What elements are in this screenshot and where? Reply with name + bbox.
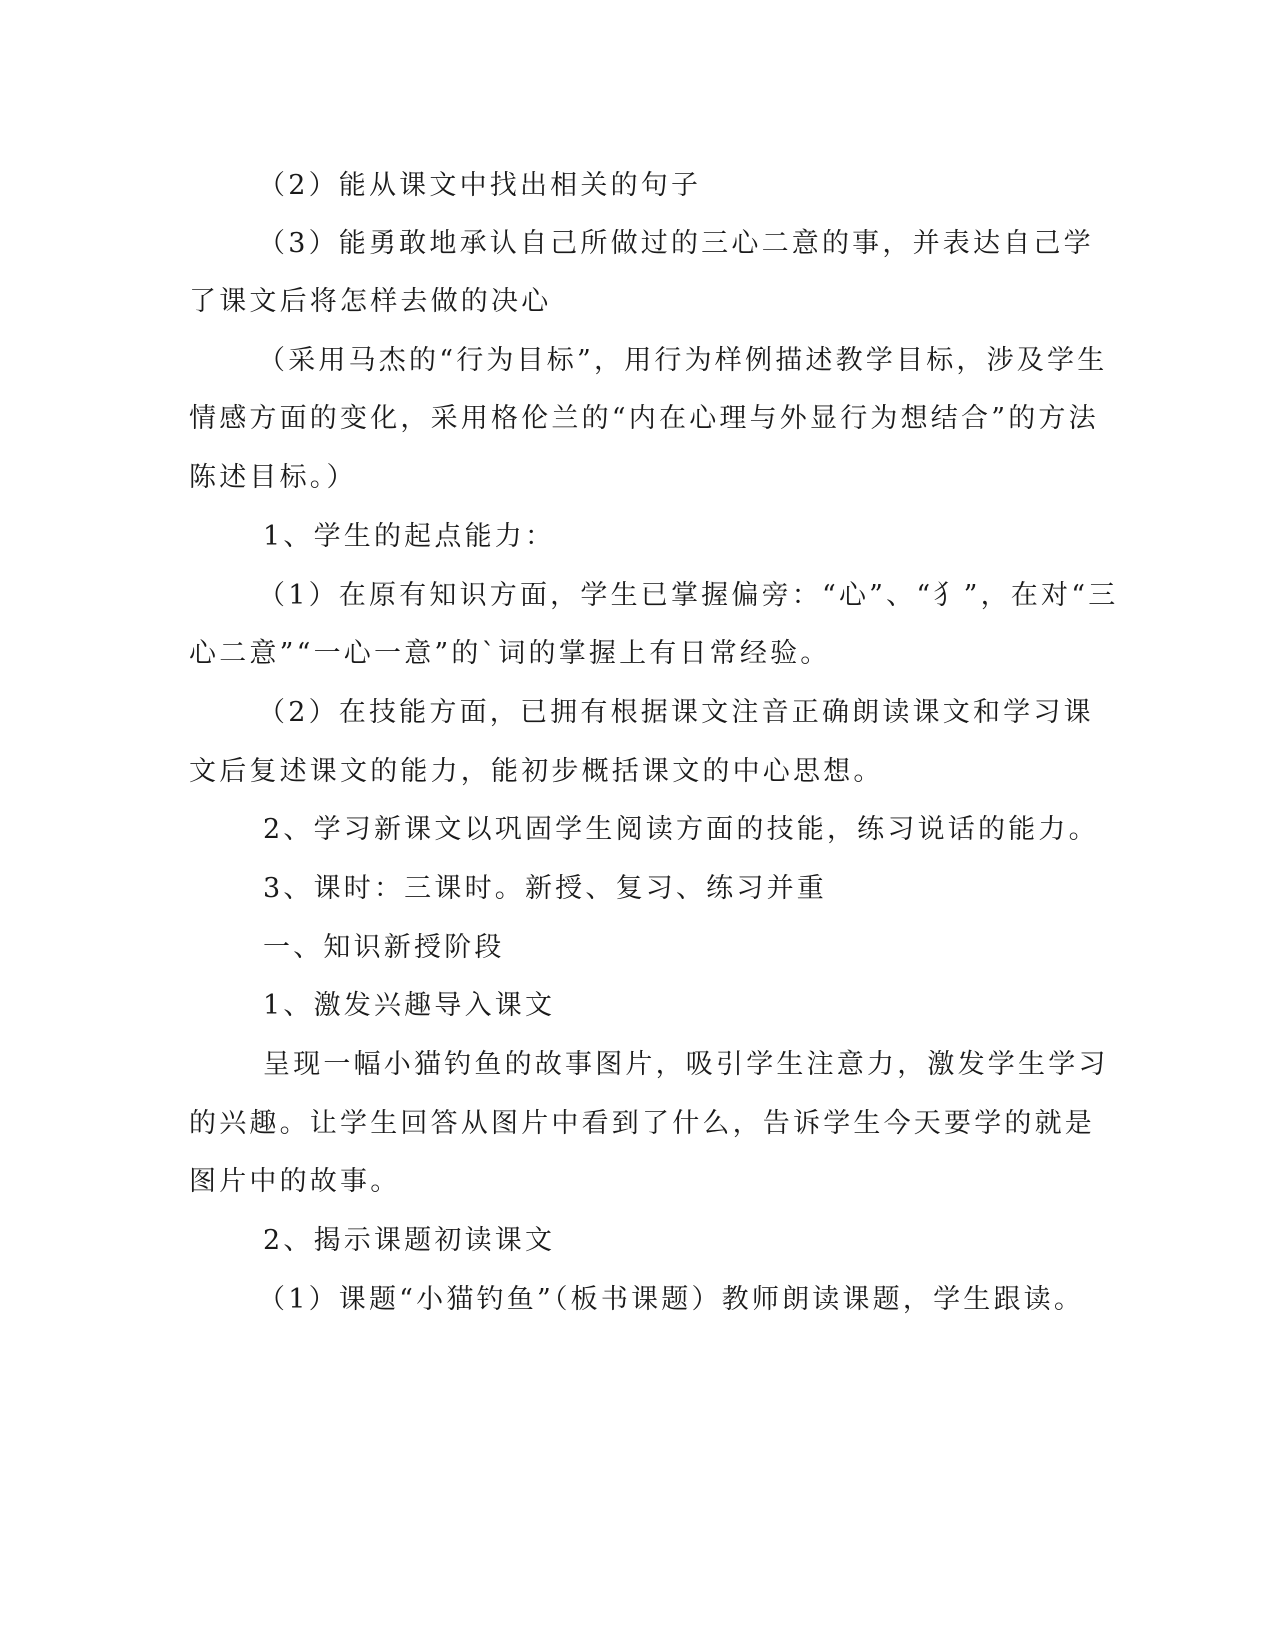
text-line: （2）能从课文中找出相关的句子 — [258, 170, 702, 201]
text-line: （采用马杰的“行为目标”，用行为样例描述教学目标，涉及学生 — [258, 345, 1108, 376]
text-line: （1）在原有知识方面，学生已掌握偏旁：“心”、“犭”，在对“三 — [258, 580, 1119, 611]
text-line: 2、学习新课文以巩固学生阅读方面的技能，练习说话的能力。 — [263, 814, 1099, 845]
text-line: 1、学生的起点能力： — [263, 521, 556, 552]
text-line: 图片中的故事。 — [189, 1166, 401, 1197]
text-line: （2）在技能方面，已拥有根据课文注音正确朗读课文和学习课 — [258, 697, 1094, 728]
text-line: 心二意”“一心一意”的`词的掌握上有日常经验。 — [189, 638, 831, 669]
text-line: 情感方面的变化，采用格伦兰的“内在心理与外显行为想结合”的方法 — [189, 403, 1099, 434]
text-line: 2、揭示课题初读课文 — [263, 1225, 556, 1256]
text-line: 了课文后将怎样去做的决心 — [189, 286, 552, 317]
text-line: （1）课题“小猫钓鱼”（板书课题）教师朗读课题，学生跟读。 — [258, 1284, 1085, 1315]
section-heading: 一、知识新授阶段 — [263, 932, 505, 963]
text-line: （3）能勇敢地承认自己所做过的三心二意的事，并表达自己学 — [258, 228, 1094, 259]
text-line: 3、课时：三课时。新授、复习、练习并重 — [263, 873, 827, 904]
text-line: 呈现一幅小猫钓鱼的故事图片，吸引学生注意力，激发学生学习 — [263, 1049, 1109, 1080]
text-line: 陈述目标。） — [189, 462, 357, 493]
text-line: 文后复述课文的能力，能初步概括课文的中心思想。 — [189, 756, 884, 787]
text-line: 的兴趣。让学生回答从图片中看到了什么，告诉学生今天要学的就是 — [189, 1108, 1095, 1139]
text-line: 1、激发兴趣导入课文 — [263, 990, 556, 1021]
